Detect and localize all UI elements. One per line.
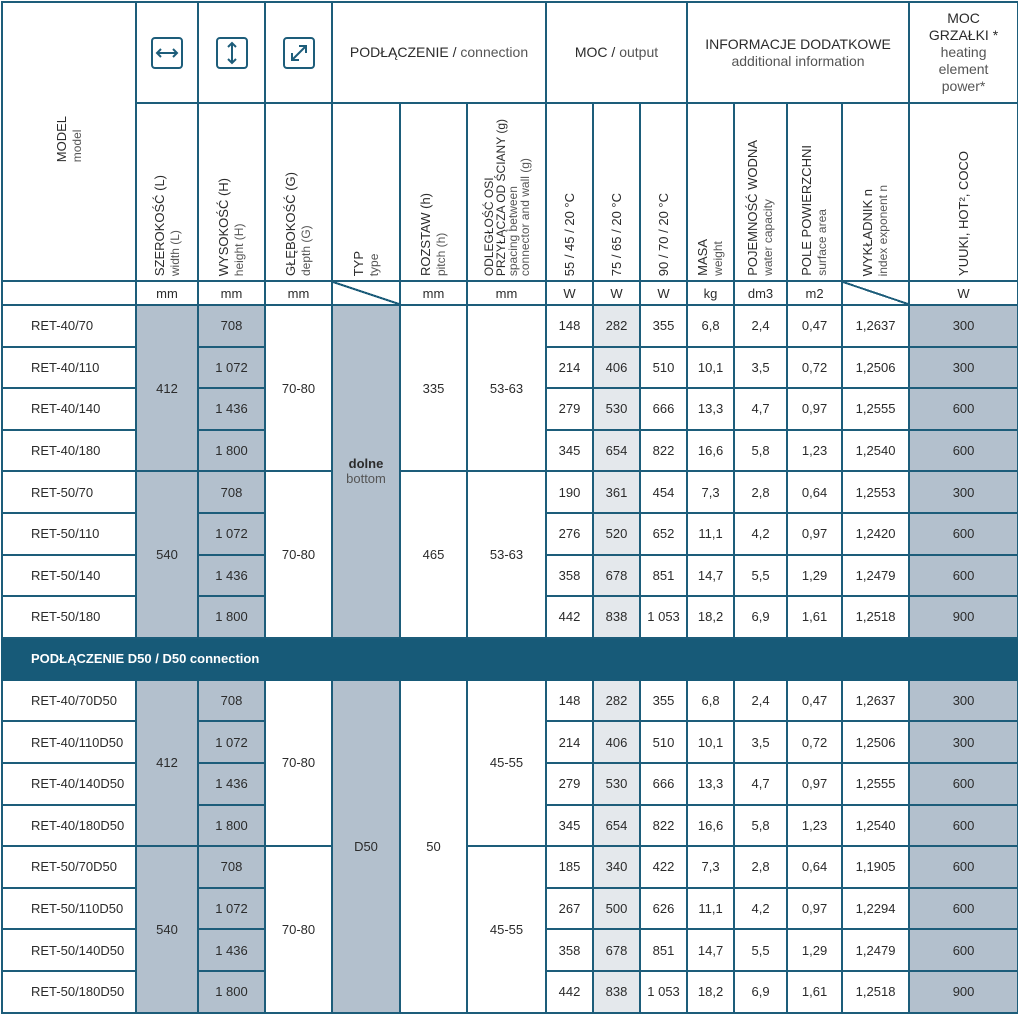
unit-exponent-slash [842, 281, 909, 305]
model-cell: RET-50/140D50 [2, 929, 136, 971]
height-cell: 1 800 [198, 805, 265, 847]
depth-cell: 70-80 [265, 846, 332, 1012]
model-cell: RET-40/140 [2, 388, 136, 430]
capacity-cell: 5,5 [734, 555, 787, 597]
capacity-cell: 4,2 [734, 888, 787, 930]
exponent-cell: 1,2555 [842, 388, 909, 430]
unit-surface: m2 [787, 281, 842, 305]
output-75-cell: 361 [593, 471, 640, 513]
unit-width: mm [136, 281, 198, 305]
exponent-cell: 1,2420 [842, 513, 909, 555]
surface-cell: 1,29 [787, 929, 842, 971]
heater-cell: 600 [909, 846, 1018, 888]
exponent-cell: 1,2479 [842, 555, 909, 597]
model-cell: RET-40/70 [2, 305, 136, 347]
height-cell: 1 072 [198, 347, 265, 389]
exponent-cell: 1,2540 [842, 430, 909, 472]
additional-info-header: INFORMACJE DODATKOWE additional information [687, 2, 909, 103]
width-icon-cell [136, 2, 198, 103]
capacity-cell: 3,5 [734, 721, 787, 763]
mass-cell: 7,3 [687, 846, 734, 888]
model-cell: RET-50/110 [2, 513, 136, 555]
unit-mass: kg [687, 281, 734, 305]
width-header: SZEROKOŚĆ (L) width (L) [136, 103, 198, 281]
heater-cell: 600 [909, 929, 1018, 971]
type-value: dolne [348, 456, 384, 472]
output-55-cell: 190 [546, 471, 593, 513]
mass-cell: 10,1 [687, 347, 734, 389]
output-75-cell: 838 [593, 971, 640, 1013]
output-75-cell: 838 [593, 596, 640, 638]
height-icon-cell [198, 2, 265, 103]
output-55-cell: 148 [546, 680, 593, 722]
output-55-cell: 358 [546, 929, 593, 971]
model-cell: RET-40/110 [2, 347, 136, 389]
surface-header: POLE POWIERZCHNI surface area [787, 103, 842, 281]
pitch-header: ROZSTAW (h) pitch (h) [400, 103, 467, 281]
output-55-cell: 442 [546, 971, 593, 1013]
capacity-cell: 6,9 [734, 971, 787, 1013]
output-75-cell: 282 [593, 305, 640, 347]
mass-cell: 18,2 [687, 971, 734, 1013]
output-90-cell: 422 [640, 846, 687, 888]
output-90-cell: 1 053 [640, 971, 687, 1013]
output-90-cell: 454 [640, 471, 687, 513]
exponent-header: WYKŁADNIK n index exponent n [842, 103, 909, 281]
output-90-header: 90 / 70 / 20 °C [640, 103, 687, 281]
exponent-cell: 1,2518 [842, 596, 909, 638]
diagonal-arrow-icon [283, 37, 315, 69]
mass-cell: 16,6 [687, 430, 734, 472]
output-55-cell: 345 [546, 430, 593, 472]
model-cell: RET-50/180 [2, 596, 136, 638]
surface-cell: 0,64 [787, 846, 842, 888]
model-cell: RET-50/140 [2, 555, 136, 597]
exponent-cell: 1,2294 [842, 888, 909, 930]
surface-cell: 1,23 [787, 805, 842, 847]
depth-cell: 70-80 [265, 471, 332, 637]
heater-cell: 600 [909, 763, 1018, 805]
pitch-cell: 335 [400, 305, 467, 471]
output-55-cell: 358 [546, 555, 593, 597]
surface-cell: 0,97 [787, 888, 842, 930]
spacing-cell: 53-63 [467, 471, 546, 637]
model-cell: RET-40/180D50 [2, 805, 136, 847]
heater-cell: 300 [909, 721, 1018, 763]
type-header: TYP type [332, 103, 400, 281]
heater-cell: 300 [909, 471, 1018, 513]
model-cell: RET-50/180D50 [2, 971, 136, 1013]
output-55-cell: 279 [546, 763, 593, 805]
unit-depth: mm [265, 281, 332, 305]
capacity-cell: 4,7 [734, 388, 787, 430]
unit-height: mm [198, 281, 265, 305]
capacity-cell: 2,8 [734, 846, 787, 888]
mass-cell: 16,6 [687, 805, 734, 847]
connection-group-header: PODŁĄCZENIE / connection [332, 2, 546, 103]
table-row [2, 680, 1018, 722]
exponent-cell: 1,2637 [842, 680, 909, 722]
height-cell: 708 [198, 846, 265, 888]
surface-cell: 0,47 [787, 680, 842, 722]
output-55-cell: 276 [546, 513, 593, 555]
output-75-cell: 678 [593, 929, 640, 971]
output-55-cell: 267 [546, 888, 593, 930]
output-75-cell: 530 [593, 388, 640, 430]
width-cell: 412 [136, 680, 198, 846]
mass-cell: 13,3 [687, 763, 734, 805]
mass-cell: 11,1 [687, 888, 734, 930]
capacity-cell: 2,4 [734, 305, 787, 347]
heater-cell: 900 [909, 596, 1018, 638]
depth-cell: 70-80 [265, 305, 332, 471]
height-cell: 708 [198, 471, 265, 513]
height-cell: 708 [198, 305, 265, 347]
surface-cell: 0,72 [787, 721, 842, 763]
spacing-cell: 53-63 [467, 305, 546, 471]
surface-cell: 0,97 [787, 388, 842, 430]
height-cell: 1 800 [198, 971, 265, 1013]
vertical-arrow-icon [216, 37, 248, 69]
output-75-cell: 340 [593, 846, 640, 888]
height-header: WYSOKOŚĆ (H) height (H) [198, 103, 265, 281]
heater-cell: 300 [909, 347, 1018, 389]
model-cell: RET-40/70D50 [2, 680, 136, 722]
output-90-cell: 510 [640, 347, 687, 389]
capacity-cell: 6,9 [734, 596, 787, 638]
unit-pitch: mm [400, 281, 467, 305]
output-90-cell: 822 [640, 805, 687, 847]
output-90-cell: 355 [640, 305, 687, 347]
output-90-cell: 666 [640, 388, 687, 430]
output-90-cell: 822 [640, 430, 687, 472]
output-75-cell: 520 [593, 513, 640, 555]
output-55-cell: 279 [546, 388, 593, 430]
mass-cell: 10,1 [687, 721, 734, 763]
height-cell: 708 [198, 680, 265, 722]
heater-cell: 600 [909, 430, 1018, 472]
heater-cell: 600 [909, 888, 1018, 930]
unit-type-slash [332, 281, 400, 305]
heater-cell: 600 [909, 805, 1018, 847]
exponent-cell: 1,2518 [842, 971, 909, 1013]
output-75-cell: 406 [593, 721, 640, 763]
output-90-cell: 851 [640, 555, 687, 597]
type-value-en: bottom [346, 471, 386, 487]
mass-cell: 11,1 [687, 513, 734, 555]
heater-cell: 600 [909, 555, 1018, 597]
height-cell: 1 800 [198, 430, 265, 472]
surface-cell: 0,64 [787, 471, 842, 513]
capacity-cell: 4,7 [734, 763, 787, 805]
unit-out3: W [640, 281, 687, 305]
exponent-cell: 1,2479 [842, 929, 909, 971]
exponent-cell: 1,2555 [842, 763, 909, 805]
output-75-cell: 654 [593, 805, 640, 847]
mass-cell: 14,7 [687, 555, 734, 597]
mass-header: MASA weight [687, 103, 734, 281]
units-blank [2, 281, 136, 305]
section-title: PODŁĄCZENIE D50 / D50 connection [2, 638, 1018, 680]
output-75-header: 75 / 65 / 20 °C [593, 103, 640, 281]
heater-models-header: YUUKI, HOT², COCO [909, 103, 1018, 281]
heater-cell: 600 [909, 513, 1018, 555]
output-55-cell: 345 [546, 805, 593, 847]
capacity-cell: 2,4 [734, 680, 787, 722]
surface-cell: 0,72 [787, 347, 842, 389]
unit-spacing: mm [467, 281, 546, 305]
surface-cell: 1,23 [787, 430, 842, 472]
model-cell: RET-50/70 [2, 471, 136, 513]
output-90-cell: 1 053 [640, 596, 687, 638]
height-cell: 1 800 [198, 596, 265, 638]
surface-cell: 1,29 [787, 555, 842, 597]
model-cell: RET-40/180 [2, 430, 136, 472]
spacing-cell: 45-55 [467, 680, 546, 846]
depth-header: GŁĘBOKOŚĆ (G) depth (G) [265, 103, 332, 281]
output-75-cell: 678 [593, 555, 640, 597]
exponent-cell: 1,2540 [842, 805, 909, 847]
output-75-cell: 282 [593, 680, 640, 722]
pitch-cell: 465 [400, 471, 467, 637]
surface-cell: 0,97 [787, 763, 842, 805]
height-cell: 1 436 [198, 388, 265, 430]
heater-cell: 900 [909, 971, 1018, 1013]
table-row [2, 305, 1018, 347]
output-55-cell: 185 [546, 846, 593, 888]
output-55-cell: 214 [546, 347, 593, 389]
height-cell: 1 436 [198, 929, 265, 971]
capacity-cell: 2,8 [734, 471, 787, 513]
table-row [2, 471, 1018, 513]
units-row [2, 281, 1018, 305]
output-90-cell: 626 [640, 888, 687, 930]
surface-cell: 0,97 [787, 513, 842, 555]
output-75-cell: 530 [593, 763, 640, 805]
output-group-header: MOC / output [546, 2, 687, 103]
output-55-cell: 442 [546, 596, 593, 638]
exponent-cell: 1,2637 [842, 305, 909, 347]
output-55-header: 55 / 45 / 20 °C [546, 103, 593, 281]
mass-cell: 13,3 [687, 388, 734, 430]
depth-cell: 70-80 [265, 680, 332, 846]
width-cell: 540 [136, 471, 198, 637]
mass-cell: 18,2 [687, 596, 734, 638]
height-cell: 1 436 [198, 763, 265, 805]
unit-out2: W [593, 281, 640, 305]
model-cell: RET-50/70D50 [2, 846, 136, 888]
spacing-header: ODLEGŁOŚĆ OSI PRZYŁĄCZA OD ŚCIANY (g) spacing between connector and wall (g) [467, 103, 546, 281]
mass-cell: 7,3 [687, 471, 734, 513]
heater-cell: 600 [909, 388, 1018, 430]
type-cell: D50 [332, 680, 400, 1013]
table-row [2, 846, 1018, 888]
exponent-cell: 1,2553 [842, 471, 909, 513]
output-90-cell: 666 [640, 763, 687, 805]
output-90-cell: 851 [640, 929, 687, 971]
horizontal-arrow-icon [151, 37, 183, 69]
unit-heater: W [909, 281, 1018, 305]
surface-cell: 1,61 [787, 596, 842, 638]
capacity-cell: 5,8 [734, 805, 787, 847]
model-cell: RET-50/110D50 [2, 888, 136, 930]
width-cell: 412 [136, 305, 198, 471]
exponent-cell: 1,2506 [842, 347, 909, 389]
capacity-cell: 4,2 [734, 513, 787, 555]
output-90-cell: 510 [640, 721, 687, 763]
unit-out1: W [546, 281, 593, 305]
mass-cell: 6,8 [687, 680, 734, 722]
heater-cell: 300 [909, 680, 1018, 722]
surface-cell: 1,61 [787, 971, 842, 1013]
output-55-cell: 214 [546, 721, 593, 763]
heater-power-header: MOC GRZAŁKI * heating element power* [909, 2, 1018, 103]
mass-cell: 14,7 [687, 929, 734, 971]
section-header-row [2, 638, 1018, 680]
surface-cell: 0,47 [787, 305, 842, 347]
model-header: MODEL model [2, 2, 136, 281]
capacity-cell: 5,8 [734, 430, 787, 472]
exponent-cell: 1,1905 [842, 846, 909, 888]
depth-icon-cell [265, 2, 332, 103]
output-90-cell: 355 [640, 680, 687, 722]
capacity-cell: 5,5 [734, 929, 787, 971]
output-75-cell: 500 [593, 888, 640, 930]
capacity-header: POJEMNOŚĆ WODNA water capacity [734, 103, 787, 281]
output-90-cell: 652 [640, 513, 687, 555]
exponent-cell: 1,2506 [842, 721, 909, 763]
output-75-cell: 654 [593, 430, 640, 472]
model-cell: RET-40/110D50 [2, 721, 136, 763]
capacity-cell: 3,5 [734, 347, 787, 389]
width-cell: 540 [136, 846, 198, 1012]
height-cell: 1 072 [198, 888, 265, 930]
type-cell [332, 305, 400, 638]
output-75-cell: 406 [593, 347, 640, 389]
height-cell: 1 436 [198, 555, 265, 597]
pitch-cell: 50 [400, 680, 467, 1013]
unit-capacity: dm3 [734, 281, 787, 305]
output-55-cell: 148 [546, 305, 593, 347]
radiator-spec-table [1, 1, 1018, 1014]
heater-cell: 300 [909, 305, 1018, 347]
mass-cell: 6,8 [687, 305, 734, 347]
height-cell: 1 072 [198, 513, 265, 555]
height-cell: 1 072 [198, 721, 265, 763]
model-cell: RET-40/140D50 [2, 763, 136, 805]
spacing-cell: 45-55 [467, 846, 546, 1012]
